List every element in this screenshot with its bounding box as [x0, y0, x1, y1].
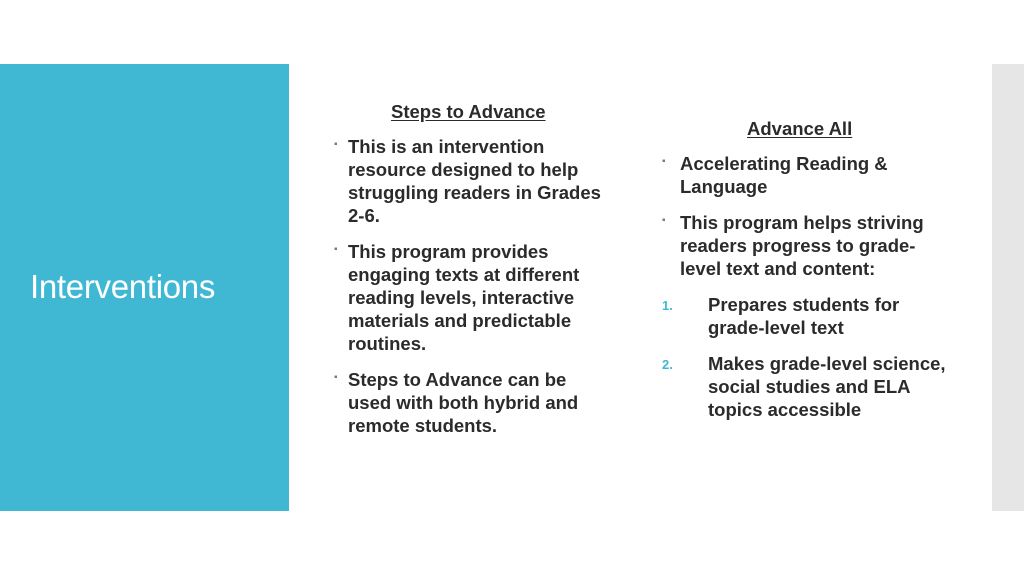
bullet-icon: ▪: [334, 372, 338, 383]
bullet-text: This program helps striving readers progress to grade-level text and content:: [680, 212, 924, 279]
slide-title: Interventions: [30, 268, 216, 305]
steps-to-advance-list: [334, 135, 624, 437]
bullet-icon: ▪: [334, 139, 338, 150]
bullet-text: This program provides engaging texts at different reading levels, interactive materials and predictable routines.: [348, 241, 580, 354]
bullet-text: Accelerating Reading & Language: [680, 153, 888, 197]
list-item: [662, 211, 942, 280]
steps-to-advance-column: [334, 100, 624, 450]
steps-to-advance-heading: Steps to Advance: [391, 101, 546, 122]
bullet-text: Steps to Advance can be used with both hybrid and remote students.: [348, 369, 579, 436]
right-edge-strip: [992, 64, 1024, 511]
bullet-text: This is an intervention resource designed to help struggling readers in Grades 2-6.: [348, 136, 601, 226]
list-item: [334, 240, 610, 355]
bullet-icon: ▪: [334, 244, 338, 255]
bullet-icon: ▪: [662, 156, 666, 167]
advance-all-list: [662, 152, 962, 280]
list-item: [662, 152, 905, 198]
numbered-text: Prepares students for grade-level text: [708, 294, 900, 338]
advance-all-heading: Advance All: [747, 118, 853, 139]
advance-all-column: [662, 117, 962, 434]
list-number: 1.: [662, 298, 673, 313]
list-number: 2.: [662, 357, 673, 372]
bullet-icon: ▪: [662, 215, 666, 226]
list-item: [334, 135, 610, 227]
list-item: [662, 352, 948, 421]
list-item: [662, 293, 904, 339]
advance-all-numbered-list: [662, 293, 962, 421]
numbered-text: Makes grade-level science, social studies and ELA topics accessible: [708, 353, 946, 420]
list-item: [334, 368, 598, 437]
